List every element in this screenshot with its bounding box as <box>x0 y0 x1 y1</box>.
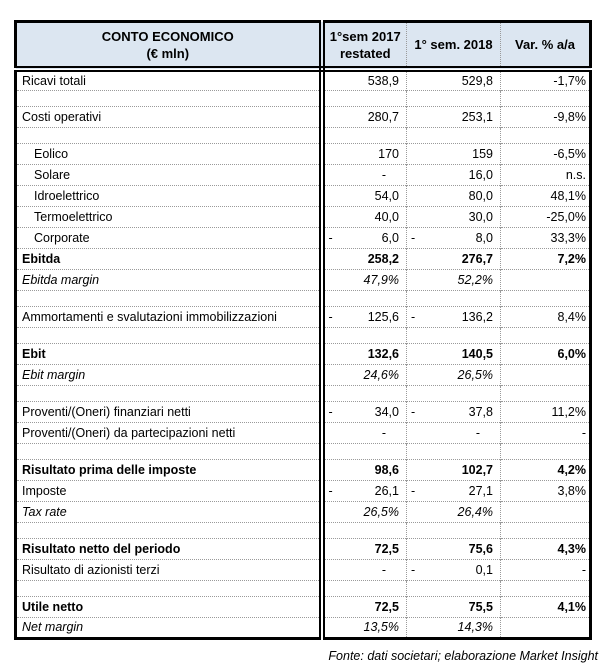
table-row <box>16 206 591 227</box>
spacer-cell <box>322 90 407 106</box>
value-2018: 26,5% <box>407 364 501 385</box>
value-var: -1,7% <box>501 69 591 90</box>
spacer-cell <box>501 385 591 401</box>
value-var: 4,2% <box>501 459 591 480</box>
accounting-minus: - <box>328 309 333 324</box>
row-label: Idroelettrico <box>16 185 322 206</box>
value-2018: 75,6 <box>407 538 501 559</box>
value-var: 33,3% <box>501 227 591 248</box>
accounting-minus: - <box>411 309 416 324</box>
spacer-cell <box>407 90 501 106</box>
spacer-cell <box>322 443 407 459</box>
value-var: - <box>501 559 591 580</box>
value-var: 48,1% <box>501 185 591 206</box>
table-row <box>16 248 591 269</box>
header-col-2017-line2: restated <box>339 45 391 61</box>
value-2018: - 136,2 <box>407 306 501 327</box>
table-row <box>16 227 591 248</box>
spacer-row <box>16 443 591 459</box>
value-2018: 159 <box>407 143 501 164</box>
value-var <box>501 364 591 385</box>
table-row <box>16 69 591 90</box>
value-2017: 72,5 <box>322 596 407 617</box>
value-2018: 80,0 <box>407 185 501 206</box>
value-2017: 24,6% <box>322 364 407 385</box>
table-row <box>16 459 591 480</box>
accounting-minus: - <box>328 230 333 245</box>
value-2017: 26,5% <box>322 501 407 522</box>
value-var: -9,8% <box>501 106 591 127</box>
spacer-cell <box>322 385 407 401</box>
value-var: 3,8% <box>501 480 591 501</box>
row-label: Risultato prima delle imposte <box>16 459 322 480</box>
value-2017: 132,6 <box>322 343 407 364</box>
spacer-cell <box>501 522 591 538</box>
value-2018: - 37,8 <box>407 401 501 422</box>
spacer-row <box>16 290 591 306</box>
accounting-minus: - <box>411 404 416 419</box>
spacer-cell <box>16 290 322 306</box>
table-row <box>16 401 591 422</box>
value-2017: 40,0 <box>322 206 407 227</box>
row-label: Costi operativi <box>16 106 322 127</box>
table-row <box>16 269 591 290</box>
spacer-cell <box>322 580 407 596</box>
value-2017: - 26,1 <box>322 480 407 501</box>
row-label: Solare <box>16 164 322 185</box>
accounting-minus: - <box>411 230 416 245</box>
value-2017: 54,0 <box>322 185 407 206</box>
row-label: Risultato netto del periodo <box>16 538 322 559</box>
row-label: Ebit <box>16 343 322 364</box>
header-col-2017 <box>322 22 407 70</box>
value-2017: - 125,6 <box>322 306 407 327</box>
table-row <box>16 306 591 327</box>
value-2017: 258,2 <box>322 248 407 269</box>
value-2018: 253,1 <box>407 106 501 127</box>
row-label: Ammortamenti e svalutazioni immobilizzazioni <box>16 306 322 327</box>
spacer-cell <box>501 580 591 596</box>
spacer-cell <box>16 580 322 596</box>
value-2018: 30,0 <box>407 206 501 227</box>
accounting-minus: - <box>411 562 416 577</box>
value-2018: 102,7 <box>407 459 501 480</box>
row-label: Proventi/(Oneri) finanziari netti <box>16 401 322 422</box>
spacer-cell <box>322 522 407 538</box>
table-row <box>16 480 591 501</box>
value-2018: 529,8 <box>407 69 501 90</box>
spacer-cell <box>407 522 501 538</box>
row-label: Ebit margin <box>16 364 322 385</box>
value-2017: 538,9 <box>322 69 407 90</box>
spacer-row <box>16 127 591 143</box>
value-var <box>501 269 591 290</box>
row-label: Ricavi totali <box>16 69 322 90</box>
table-row <box>16 164 591 185</box>
table-row <box>16 106 591 127</box>
value-var <box>501 501 591 522</box>
spacer-cell <box>501 443 591 459</box>
row-label: Ebitda margin <box>16 269 322 290</box>
value-2018: - 0,1 <box>407 559 501 580</box>
header-title-cell <box>16 22 322 70</box>
value-2018: - <box>407 422 501 443</box>
row-label: Eolico <box>16 143 322 164</box>
row-label: Proventi/(Oneri) da partecipazioni netti <box>16 422 322 443</box>
spacer-cell <box>501 290 591 306</box>
table-row <box>16 422 591 443</box>
spacer-cell <box>16 90 322 106</box>
value-2017: 98,6 <box>322 459 407 480</box>
table-row <box>16 501 591 522</box>
spacer-cell <box>407 385 501 401</box>
value-var: 8,4% <box>501 306 591 327</box>
value-var: -6,5% <box>501 143 591 164</box>
table-row <box>16 559 591 580</box>
row-label: Imposte <box>16 480 322 501</box>
spacer-cell <box>407 580 501 596</box>
accounting-minus: - <box>328 483 333 498</box>
value-2018: 140,5 <box>407 343 501 364</box>
source-note: Fonte: dati societari; elaborazione Market Insight <box>328 649 598 663</box>
table-row <box>16 364 591 385</box>
value-var: n.s. <box>501 164 591 185</box>
accounting-minus: - <box>411 483 416 498</box>
spacer-cell <box>407 327 501 343</box>
spacer-cell <box>407 290 501 306</box>
table-row <box>16 185 591 206</box>
value-2018: - 27,1 <box>407 480 501 501</box>
row-label: Ebitda <box>16 248 322 269</box>
value-var: - <box>501 422 591 443</box>
value-var: 4,3% <box>501 538 591 559</box>
value-2017: - <box>322 164 407 185</box>
spacer-cell <box>16 327 322 343</box>
row-label: Tax rate <box>16 501 322 522</box>
value-2017: 47,9% <box>322 269 407 290</box>
value-var: 4,1% <box>501 596 591 617</box>
value-var: 7,2% <box>501 248 591 269</box>
table-body <box>16 69 591 638</box>
value-2018: 26,4% <box>407 501 501 522</box>
value-2018: 52,2% <box>407 269 501 290</box>
spacer-row <box>16 580 591 596</box>
spacer-cell <box>16 522 322 538</box>
spacer-cell <box>501 327 591 343</box>
row-label: Corporate <box>16 227 322 248</box>
row-label: Utile netto <box>16 596 322 617</box>
spacer-row <box>16 327 591 343</box>
table-row <box>16 143 591 164</box>
spacer-cell <box>322 290 407 306</box>
table-row <box>16 617 591 638</box>
value-2017: 170 <box>322 143 407 164</box>
value-2017: - 6,0 <box>322 227 407 248</box>
value-2017: 13,5% <box>322 617 407 638</box>
spacer-cell <box>501 90 591 106</box>
spacer-cell <box>16 443 322 459</box>
value-2018: - 8,0 <box>407 227 501 248</box>
spacer-cell <box>16 385 322 401</box>
spacer-row <box>16 522 591 538</box>
conto-economico-table <box>14 20 592 640</box>
value-2018: 276,7 <box>407 248 501 269</box>
value-2017: 72,5 <box>322 538 407 559</box>
accounting-minus: - <box>328 404 333 419</box>
value-var: 6,0% <box>501 343 591 364</box>
spacer-cell <box>16 127 322 143</box>
table-row <box>16 343 591 364</box>
value-2017: 280,7 <box>322 106 407 127</box>
value-2017: - <box>322 559 407 580</box>
table-title-line1: CONTO ECONOMICO <box>101 28 234 44</box>
header-row <box>16 22 591 70</box>
row-label: Termoelettrico <box>16 206 322 227</box>
spacer-cell <box>407 443 501 459</box>
value-2018: 14,3% <box>407 617 501 638</box>
table-row <box>16 596 591 617</box>
value-2018: 16,0 <box>407 164 501 185</box>
spacer-cell <box>322 327 407 343</box>
header-col-var: Var. % a/a <box>501 22 591 70</box>
value-var <box>501 617 591 638</box>
spacer-cell <box>501 127 591 143</box>
value-2017: - 34,0 <box>322 401 407 422</box>
header-col-2017-line1: 1°sem 2017 <box>329 28 401 44</box>
row-label: Net margin <box>16 617 322 638</box>
spacer-cell <box>407 127 501 143</box>
value-2018: 75,5 <box>407 596 501 617</box>
spacer-row <box>16 385 591 401</box>
value-var: 11,2% <box>501 401 591 422</box>
value-var: -25,0% <box>501 206 591 227</box>
table-title-line2: (€ mln) <box>146 45 190 61</box>
table-row <box>16 538 591 559</box>
table-header <box>16 22 591 70</box>
spacer-row <box>16 90 591 106</box>
header-col-2018: 1° sem. 2018 <box>407 22 501 70</box>
spacer-cell <box>322 127 407 143</box>
value-2017: - <box>322 422 407 443</box>
row-label: Risultato di azionisti terzi <box>16 559 322 580</box>
